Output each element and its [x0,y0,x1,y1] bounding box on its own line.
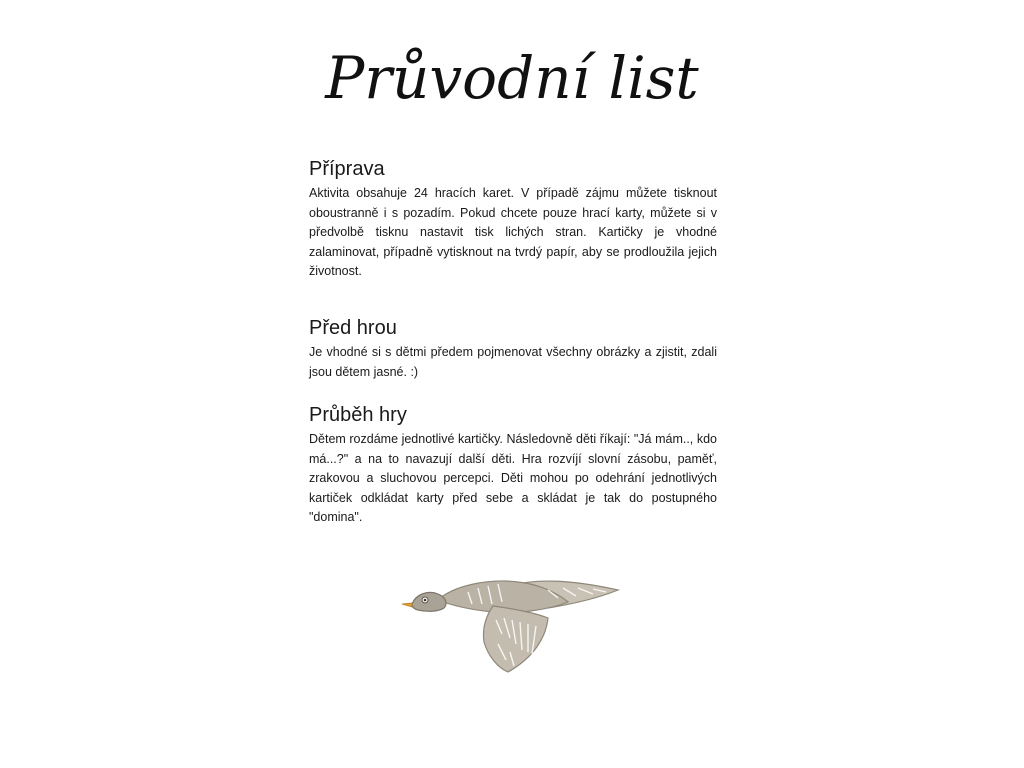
section-prubeh-hry [309,400,717,528]
section-priprava [309,154,717,282]
flying-goose-illustration [398,568,628,678]
section-pred-hrou [309,313,717,382]
section-heading: Průběh hry [309,404,407,426]
section-heading: Příprava [309,158,385,180]
goose-head [412,592,446,611]
section-text: Je vhodné si s dětmi předem pojmenovat všechny obrázky a zjistit, zdali jsou dětem jasné. :) [309,345,717,379]
page-title: Průvodní list [325,44,699,112]
section-text: Aktivita obsahuje 24 hracích karet. V případě zájmu můžete tisknout oboustranně i s pozadím. Pokud chcete pouze hrací karty, můžete si v předvolbě tisknu nastavit tisk lichých stran. Kartičky je vhodné zalaminovat, případně vytisknout na tvrdý papír, aby se prodloužila jejich životnost. [309,186,717,279]
section-text: Dětem rozdáme jednotlivé kartičky. Následovně děti říkají: "Já mám.., kdo má...?" a na to navazují další děti. Hra rozvíjí slovní zásobu, paměť, zrakovou a sluchovou percepci. Děti mohou po odehrání jednotlivých kartiček odkládat karty před sebe a skládat je tak do postupného "domina". [309,432,717,525]
section-heading: Před hrou [309,317,397,339]
goose-beak [402,603,412,607]
